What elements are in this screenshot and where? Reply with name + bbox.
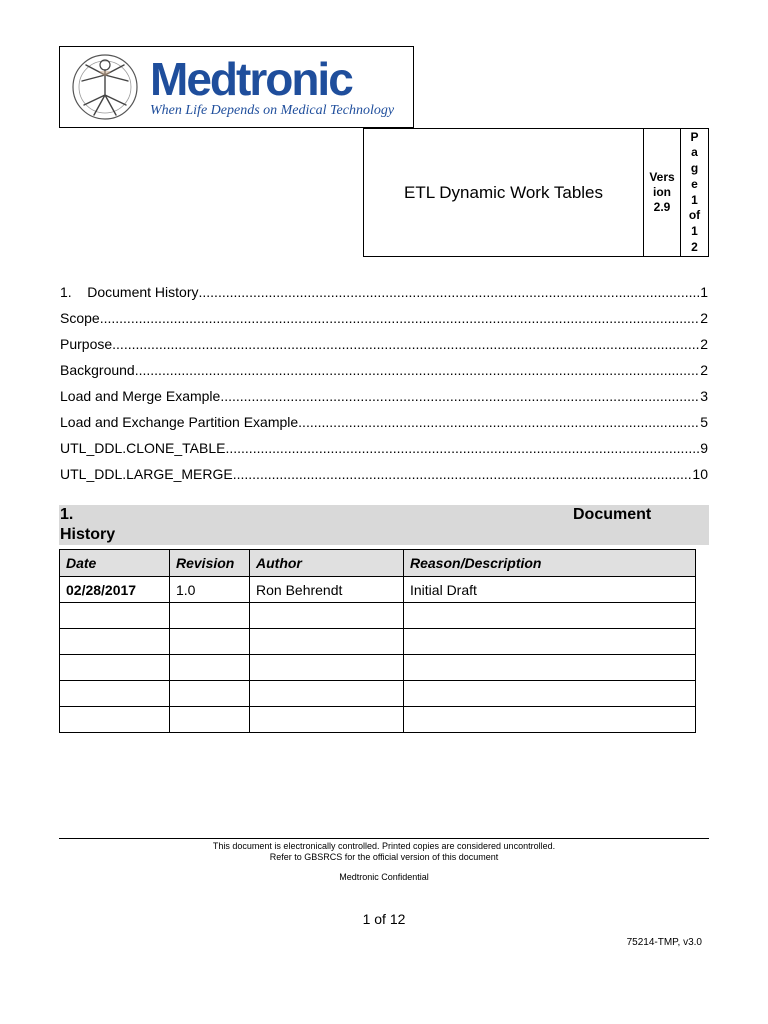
toc-leader [298, 414, 700, 430]
toc-entry[interactable] [60, 336, 708, 362]
toc-entry-label[interactable]: UTL_DDL.CLONE_TABLE [60, 440, 226, 456]
document-history-table [59, 549, 696, 733]
cell-reason [404, 681, 696, 707]
column-header-reason: Reason/Description [404, 550, 696, 577]
section-title-part2: History [60, 526, 116, 543]
toc-entry-label[interactable]: Load and Exchange Partition Example [60, 414, 299, 430]
toc-entry-page: 1 [700, 284, 708, 300]
page-number: 1 of 12 [362, 911, 406, 927]
version-cell [644, 129, 681, 256]
logo-box [59, 46, 414, 128]
page-text: Page1of12 [688, 129, 701, 254]
title-table [363, 128, 709, 257]
toc-entry-label[interactable]: Scope [60, 310, 100, 326]
cell-revision [170, 707, 250, 733]
column-header-date: Date [60, 550, 170, 577]
cell-reason [404, 655, 696, 681]
toc-entry-label[interactable]: 1. Document History [60, 284, 199, 300]
table-header-row [60, 550, 696, 577]
toc-entry[interactable] [60, 466, 708, 492]
toc-entry[interactable] [60, 284, 708, 310]
section-number: 1. [60, 506, 74, 523]
toc-entry[interactable] [60, 362, 708, 388]
toc-entry-page: 2 [700, 336, 708, 352]
cell-author [250, 603, 404, 629]
toc-entry-label[interactable]: Purpose [60, 336, 113, 352]
toc-entry-page: 2 [700, 310, 708, 326]
toc-leader [233, 466, 693, 482]
cell-author: Ron Behrendt [250, 577, 404, 603]
cell-author [250, 655, 404, 681]
column-header-author: Author [250, 550, 404, 577]
cell-reason [404, 603, 696, 629]
cell-date [60, 707, 170, 733]
column-header-revision: Revision [170, 550, 250, 577]
toc-entry[interactable] [60, 310, 708, 336]
footer-confidential: Medtronic Confidential [339, 872, 429, 882]
vitruvian-figure-icon [68, 51, 142, 123]
version-text: Version 2.9 [649, 170, 675, 214]
cell-date [60, 681, 170, 707]
cell-revision: 1.0 [170, 577, 250, 603]
toc-entry-page: 5 [700, 414, 708, 430]
logo-tagline: When Life Depends on Medical Technology [150, 103, 395, 118]
toc-entry-label[interactable]: Load and Merge Example [60, 388, 221, 404]
cell-date: 02/28/2017 [60, 577, 170, 603]
cell-date [60, 629, 170, 655]
cell-author [250, 707, 404, 733]
toc-entry[interactable] [60, 414, 708, 440]
toc-entry[interactable] [60, 388, 708, 414]
table-row [60, 681, 696, 707]
section-heading [59, 505, 709, 545]
table-row [60, 655, 696, 681]
cell-reason [404, 707, 696, 733]
cell-reason: Initial Draft [404, 577, 696, 603]
cell-revision [170, 603, 250, 629]
cell-reason [404, 629, 696, 655]
document-title: ETL Dynamic Work Tables [364, 129, 644, 256]
cell-date [60, 603, 170, 629]
toc-entry-label[interactable]: UTL_DDL.LARGE_MERGE [60, 466, 233, 482]
toc-leader [100, 310, 701, 326]
table-row [60, 603, 696, 629]
toc-leader [199, 284, 701, 300]
section-title-part1: Document [573, 506, 652, 523]
table-row [60, 577, 696, 603]
footer-reference-notice: Refer to GBSRCS for the official version of this document [269, 852, 499, 862]
logo-wordmark: Medtronic [150, 53, 352, 105]
cell-revision [170, 655, 250, 681]
toc-entry-page: 10 [692, 466, 708, 482]
cell-date [60, 655, 170, 681]
toc-leader [220, 388, 700, 404]
cell-revision [170, 629, 250, 655]
table-of-contents [60, 284, 708, 492]
toc-entry[interactable] [60, 440, 708, 466]
toc-entry-page: 2 [700, 362, 708, 378]
footer-control-notice: This document is electronically controlled. Printed copies are considered uncontrolled. [212, 841, 556, 851]
toc-leader [112, 336, 700, 352]
toc-leader [225, 440, 700, 456]
toc-entry-label[interactable]: Background [60, 362, 135, 378]
toc-leader [135, 362, 700, 378]
footer-divider [59, 838, 709, 839]
cell-revision [170, 681, 250, 707]
toc-entry-page: 3 [700, 388, 708, 404]
template-id: 75214-TMP, v3.0 [626, 937, 702, 948]
table-row [60, 629, 696, 655]
page-cell [681, 129, 708, 256]
cell-author [250, 629, 404, 655]
toc-entry-page: 9 [700, 440, 708, 456]
table-row [60, 707, 696, 733]
cell-author [250, 681, 404, 707]
